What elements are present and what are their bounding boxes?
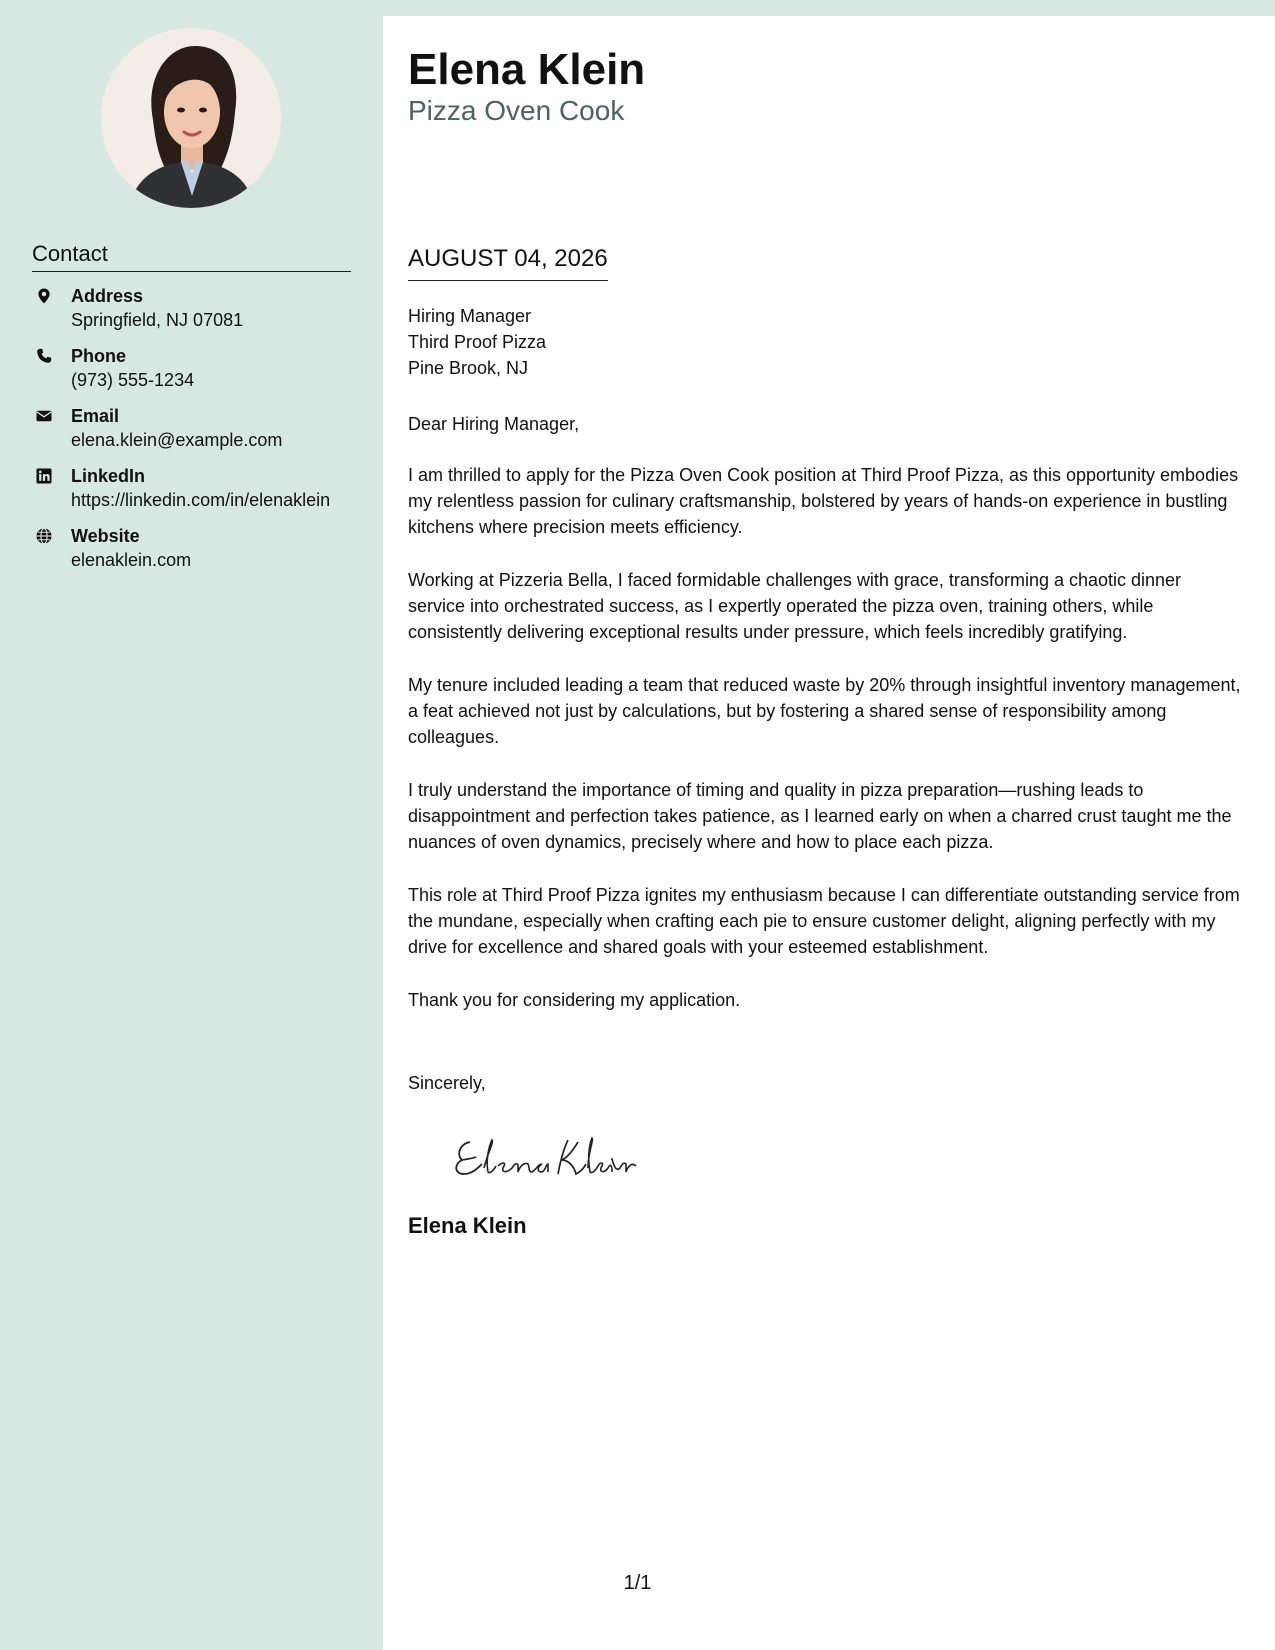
job-title: Pizza Oven Cook	[408, 95, 625, 126]
salutation: Dear Hiring Manager,	[408, 414, 580, 434]
paragraph: Thank you for considering my application.	[408, 990, 741, 1010]
website-value[interactable]: elenaklein.com	[71, 550, 192, 570]
avatar	[101, 28, 281, 208]
map-pin-icon	[35, 287, 53, 305]
linkedin-icon	[35, 467, 53, 485]
envelope-icon	[35, 407, 53, 425]
applicant-name: Elena Klein	[408, 45, 646, 94]
contact-website	[32, 524, 352, 572]
linkedin-value[interactable]: https://linkedin.com/in/elenaklein	[71, 490, 331, 510]
contact-list	[32, 284, 352, 584]
sidebar	[0, 0, 383, 1650]
profile-photo	[101, 28, 281, 208]
contact-address	[32, 284, 352, 332]
recipient-line: Hiring Manager	[408, 306, 532, 326]
website-label: Website	[71, 526, 140, 546]
email-value[interactable]: elena.klein@example.com	[71, 430, 283, 450]
recipient-company: Third Proof Pizza	[408, 332, 547, 352]
letter-body	[408, 411, 1243, 1040]
globe-icon	[35, 527, 53, 545]
contact-linkedin	[32, 464, 352, 512]
signed-name: Elena Klein	[408, 1213, 527, 1238]
recipient-location: Pine Brook, NJ	[408, 358, 529, 378]
email-label: Email	[71, 406, 120, 426]
signature	[448, 1128, 638, 1184]
paragraph: This role at Third Proof Pizza ignites my enthusiasm because I can differentiate outstanding service from the mundane, especially when crafting each pie to ensure customer delight, aligning perfectly with my drive for excellence and shared goals with your esteemed establishment.	[408, 885, 1240, 957]
recipient-block	[408, 303, 546, 381]
paragraph: I am thrilled to apply for the Pizza Oven Cook position at Third Proof Pizza, as this opportunity embodies my relentless passion for culinary craftsmanship, bolstered by years of hands-on experience in bustling kitchens where precision meets efficiency.	[408, 465, 1239, 537]
closing: Sincerely,	[408, 1073, 486, 1093]
paragraph: My tenure included leading a team that reduced waste by 20% through insightful inventory management, a feat achieved not just by calculations, but by fostering a shared sense of responsibility among colleagues.	[408, 675, 1241, 747]
paragraph: I truly understand the importance of timing and quality in pizza preparation—rushing leads to disappointment and perfection takes patience, as I learned early on when a charred crust taught me the nuances of oven dynamics, precisely where and how to place each pizza.	[408, 780, 1232, 852]
paragraph: Working at Pizzeria Bella, I faced formidable challenges with grace, transforming a chaotic dinner service into orchestrated success, as I expertly operated the pizza oven, training others, while consistently delivering exceptional results under pressure, which feels incredibly gratifying.	[408, 570, 1182, 642]
linkedin-label: LinkedIn	[71, 466, 146, 486]
contact-phone	[32, 344, 352, 392]
phone-value[interactable]: (973) 555-1234	[71, 370, 195, 390]
phone-icon	[35, 347, 53, 365]
address-value: Springfield, NJ 07081	[71, 310, 244, 330]
contact-email	[32, 404, 352, 452]
contact-heading: Contact	[32, 240, 351, 272]
page-number: 1/1	[623, 1572, 652, 1594]
letter-date: AUGUST 04, 2026	[408, 244, 608, 281]
phone-label: Phone	[71, 346, 127, 366]
address-label: Address	[71, 286, 144, 306]
